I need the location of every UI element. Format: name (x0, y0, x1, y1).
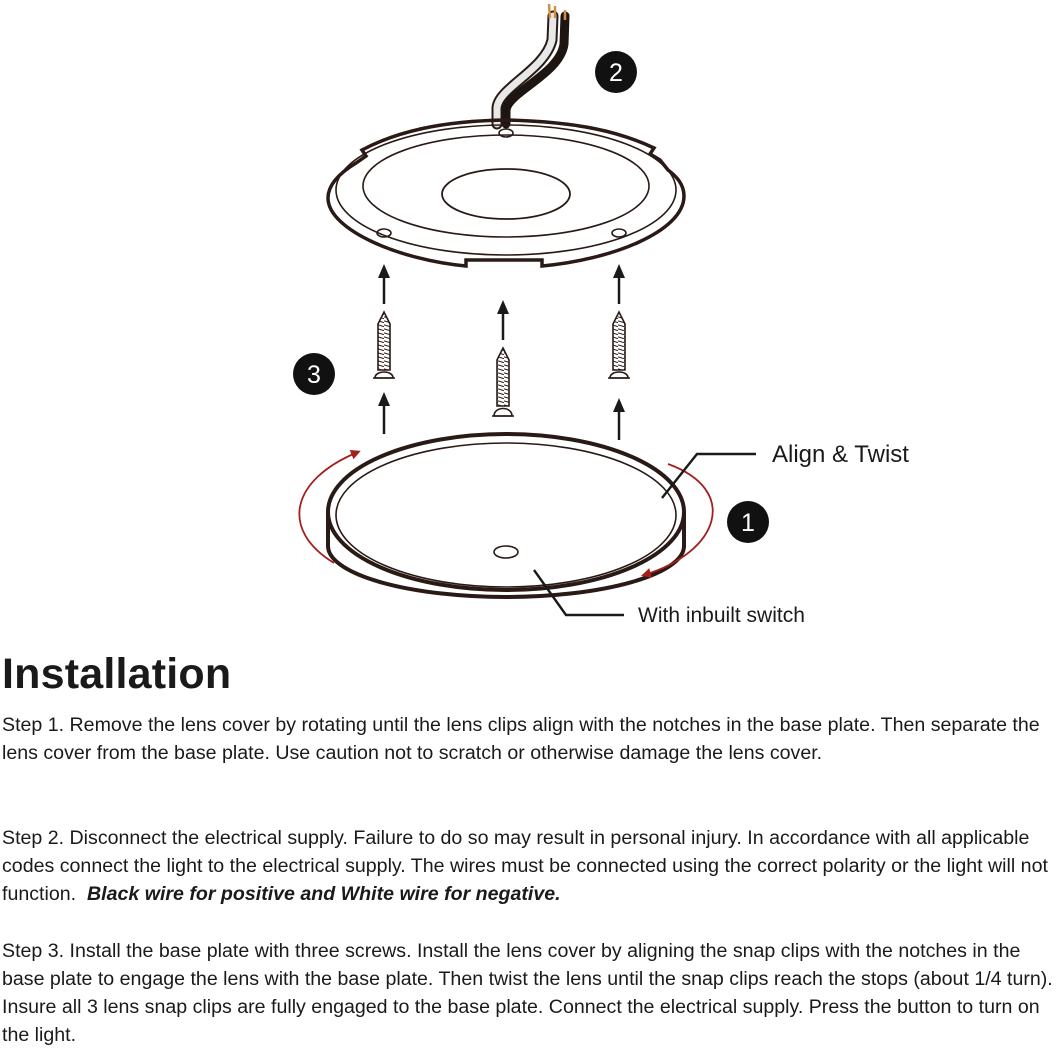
arrow-up-icon (378, 264, 390, 304)
arrow-up-icon (613, 398, 625, 440)
svg-text:1: 1 (741, 509, 755, 537)
callout-align-twist: Align & Twist (772, 441, 909, 468)
callout-inbuilt-switch: With inbuilt switch (638, 604, 805, 627)
arrow-up-icon (378, 392, 390, 434)
screw (608, 312, 630, 378)
step-1-text: Step 1. Remove the lens cover by rotating until the lens clips align with the notches in the base plate. Then separate the lens cover from the base plate. Use caution not to scratch or otherwise damage the lens cover. (2, 714, 1040, 764)
step-badge-3 (293, 353, 335, 395)
lens-cover (328, 434, 684, 597)
power-wires (497, 4, 565, 124)
arrow-up-icon (613, 264, 625, 304)
svg-text:2: 2 (609, 59, 623, 87)
screw (492, 348, 514, 416)
step-badge-2 (595, 51, 637, 93)
installation-heading: Installation (2, 650, 232, 698)
step-2-body: Step 2. Disconnect the electrical supply. Failure to do so may result in personal injury. In accordance with all applicable codes connect the light to the electrical supply. The wires must be connected using the correct polarity or the light will not function. (2, 827, 1048, 905)
svg-text:3: 3 (307, 361, 321, 389)
leader-lines (534, 454, 756, 615)
arrow-up-icon (497, 300, 509, 340)
screw (373, 312, 395, 378)
step-3-text: Step 3. Install the base plate with three screws. Install the lens cover by aligning the snap clips with the notches in the base plate to engage the lens with the base plate. Then twist the lens until the snap clips reach the stops (about 1/4 turn). Insure all 3 lens snap clips are fully engaged to the base plate. Connect the electrical supply. Press the button to turn on the light. (2, 940, 1053, 1046)
base-plate (328, 120, 684, 266)
step-2-text (2, 824, 1056, 908)
wire-polarity-note: Black wire for positive and White wire for negative. (86, 883, 561, 905)
step-badge-1 (727, 501, 769, 543)
